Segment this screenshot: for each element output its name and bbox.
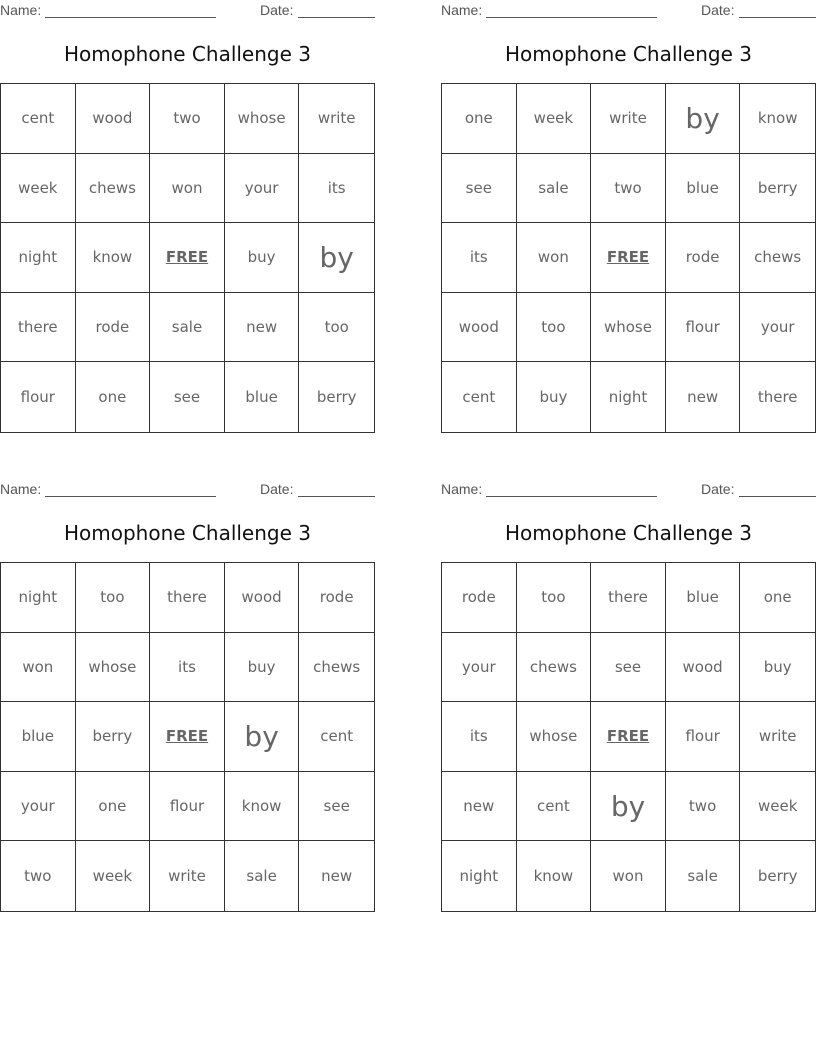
bingo-card [0, 479, 375, 911]
bingo-cell: sale [150, 293, 225, 363]
bingo-cell: there [150, 563, 225, 633]
bingo-cell: wood [225, 563, 300, 633]
bingo-cell: flour [1, 362, 76, 432]
bingo-cell: night [1, 223, 76, 293]
bingo-cell: rode [76, 293, 151, 363]
bingo-cell: one [76, 362, 151, 432]
bingo-cell: there [591, 563, 666, 633]
bingo-cell: blue [1, 702, 76, 772]
name-blank-line [486, 496, 657, 497]
name-date-header [441, 481, 816, 499]
bingo-cell: wood [442, 293, 517, 363]
bingo-cell: its [442, 223, 517, 293]
bingo-cell: sale [225, 841, 300, 911]
bingo-cell: new [321, 867, 353, 886]
bingo-cell: new [442, 772, 517, 842]
bingo-cell: by [225, 702, 300, 772]
bingo-cell: flour [666, 702, 741, 772]
bingo-cell: there [757, 388, 798, 407]
bingo-cell: your [1, 772, 76, 842]
bingo-cell: week [1, 154, 76, 224]
bingo-cell: wood [666, 633, 741, 703]
free-space: FREE [150, 702, 225, 772]
bingo-cell: too [517, 293, 592, 363]
bingo-cell: too [517, 563, 592, 633]
bingo-cell: buy [740, 633, 815, 703]
date-blank-line [739, 17, 816, 18]
name-date-header [0, 481, 375, 499]
bingo-cell: write [299, 84, 374, 154]
bingo-cell: wood [76, 84, 151, 154]
bingo-cell: won [591, 841, 666, 911]
bingo-cell: buy [517, 362, 592, 432]
bingo-cell: its [299, 154, 374, 224]
bingo-cell: chews [76, 154, 151, 224]
bingo-cell: whose [225, 84, 300, 154]
bingo-cell: see [150, 362, 225, 432]
bingo-cell: buy [225, 223, 300, 293]
bingo-cell: know [76, 223, 151, 293]
bingo-cell: write [150, 841, 225, 911]
bingo-cell: new [666, 362, 741, 432]
bingo-cell: too [76, 563, 151, 633]
date-blank-line [739, 496, 816, 497]
card-title: Homophone Challenge 3 [63, 521, 311, 545]
date-label: Date: [701, 481, 735, 497]
bingo-cell: berry [316, 388, 357, 407]
bingo-cell: buy [225, 633, 300, 703]
date-blank-line [298, 17, 375, 18]
bingo-cell: won [1, 633, 76, 703]
bingo-cell: two [591, 154, 666, 224]
card-title: Homophone Challenge 3 [504, 42, 752, 66]
bingo-cell: by [299, 223, 374, 293]
bingo-grid [0, 562, 375, 912]
bingo-cell: your [740, 293, 815, 363]
bingo-cell: berry [740, 154, 815, 224]
bingo-cell: rode [442, 563, 517, 633]
bingo-cell: blue [666, 563, 741, 633]
bingo-cell: week [76, 841, 151, 911]
bingo-grid [0, 83, 375, 433]
bingo-card [0, 0, 375, 432]
name-label: Name: [441, 2, 483, 18]
bingo-cell: its [150, 633, 225, 703]
bingo-cell: your [442, 633, 517, 703]
bingo-cell: week [517, 84, 592, 154]
name-blank-line [486, 17, 657, 18]
bingo-cell: one [76, 772, 151, 842]
bingo-cell: won [517, 223, 592, 293]
name-label: Name: [0, 2, 42, 18]
bingo-cell: week [740, 772, 815, 842]
bingo-cell: night [1, 563, 76, 633]
bingo-cell: chews [299, 633, 374, 703]
bingo-cell: whose [517, 702, 592, 772]
bingo-cell: by [666, 84, 741, 154]
card-title: Homophone Challenge 3 [63, 42, 311, 66]
bingo-cell: there [1, 293, 76, 363]
bingo-cell: cent [299, 702, 374, 772]
bingo-grid [441, 562, 816, 912]
bingo-cell: see [591, 633, 666, 703]
name-blank-line [45, 496, 216, 497]
bingo-cell: your [225, 154, 300, 224]
bingo-grid [441, 83, 816, 433]
date-label: Date: [260, 481, 294, 497]
card-title: Homophone Challenge 3 [504, 521, 752, 545]
date-label: Date: [260, 2, 294, 18]
bingo-cell: know [517, 841, 592, 911]
free-space: FREE [591, 702, 666, 772]
bingo-cell: cent [1, 84, 76, 154]
bingo-cell: know [740, 84, 815, 154]
name-date-header [0, 2, 375, 20]
bingo-cell: chews [517, 633, 592, 703]
bingo-cell: chews [740, 223, 815, 293]
bingo-cell: two [150, 84, 225, 154]
bingo-cell: blue [666, 154, 741, 224]
bingo-cell: flour [150, 772, 225, 842]
bingo-cell: two [1, 841, 76, 911]
bingo-cell: berry [76, 702, 151, 772]
bingo-cell: whose [76, 633, 151, 703]
bingo-cell: sale [517, 154, 592, 224]
bingo-cell: flour [666, 293, 741, 363]
bingo-cell: see [299, 772, 374, 842]
bingo-cell: see [442, 154, 517, 224]
date-blank-line [298, 496, 375, 497]
bingo-cell: night [591, 362, 666, 432]
bingo-card [441, 479, 816, 911]
free-space: FREE [591, 223, 666, 293]
bingo-card [441, 0, 816, 432]
name-blank-line [45, 17, 216, 18]
bingo-cell: sale [666, 841, 741, 911]
bingo-cell: blue [225, 362, 300, 432]
bingo-cell: new [225, 293, 300, 363]
bingo-cell: write [740, 702, 815, 772]
bingo-cell: one [442, 84, 517, 154]
date-label: Date: [701, 2, 735, 18]
bingo-cell: write [591, 84, 666, 154]
bingo-cell: its [442, 702, 517, 772]
name-date-header [441, 2, 816, 20]
bingo-cell: cent [517, 772, 592, 842]
bingo-cell: cent [442, 362, 517, 432]
bingo-cell: whose [591, 293, 666, 363]
name-label: Name: [441, 481, 483, 497]
bingo-cell: night [442, 841, 517, 911]
bingo-cell: rode [666, 223, 741, 293]
bingo-cell: too [299, 293, 374, 363]
bingo-cell: berry [757, 867, 798, 886]
bingo-cell: know [225, 772, 300, 842]
bingo-cell: by [591, 772, 666, 842]
bingo-cell: one [740, 563, 815, 633]
name-label: Name: [0, 481, 42, 497]
bingo-cell: rode [299, 563, 374, 633]
free-space: FREE [150, 223, 225, 293]
bingo-cell: two [666, 772, 741, 842]
bingo-cell: won [150, 154, 225, 224]
